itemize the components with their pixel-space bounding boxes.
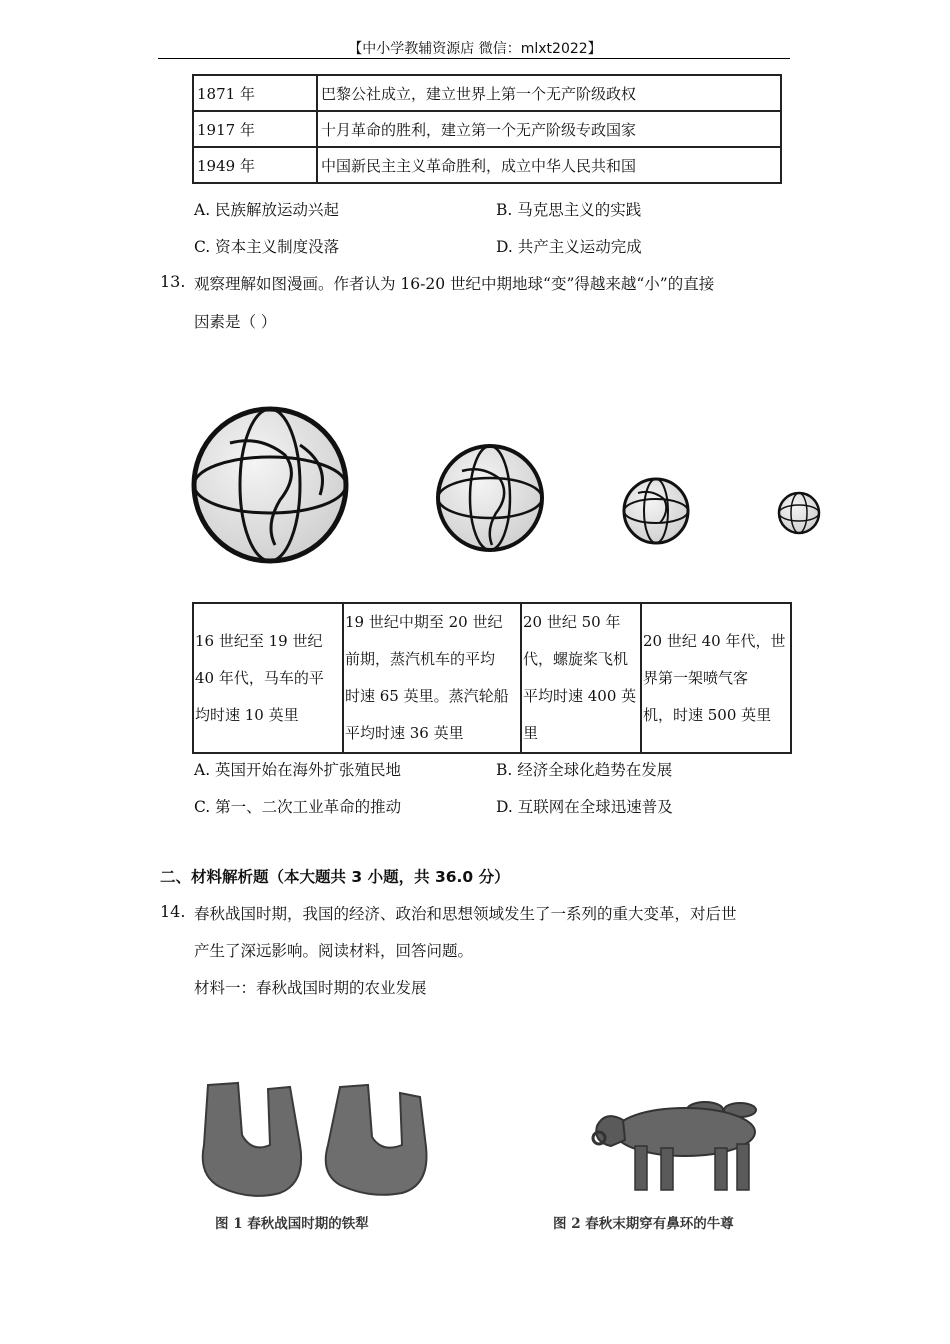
table-cell-event: 中国新民主主义革命胜利，成立中华人民共和国 (317, 147, 781, 183)
question-text: 春秋战国时期，我国的经济、政治和思想领域发生了一系列的重大变革，对后世 (194, 905, 737, 923)
question-number: 14. (160, 902, 186, 921)
table-cell (641, 603, 791, 753)
option-d[interactable]: D. 共产主义运动完成 (496, 238, 642, 256)
table-cell (193, 603, 343, 753)
ox-bronze-vessel-image (575, 1080, 775, 1200)
question-text: 观察理解如图漫画。作者认为 16-20 世纪中期地球“变”得越来越“小”的直接 (194, 275, 715, 293)
option-b[interactable]: B. 经济全球化趋势在发展 (496, 761, 673, 779)
figure-caption: 图 1 春秋战国时期的铁犁 (215, 1216, 369, 1232)
table-cell-year: 1917 年 (193, 111, 317, 147)
option-d[interactable]: D. 互联网在全球迅速普及 (496, 798, 673, 816)
table-row (193, 147, 781, 183)
iron-plow-image (190, 1075, 440, 1205)
question-text: 因素是（ ） (194, 313, 277, 331)
transport-speed-table (192, 602, 792, 754)
option-b[interactable]: B. 马克思主义的实践 (496, 201, 642, 219)
option-a[interactable]: A. 民族解放运动兴起 (194, 201, 340, 219)
material-title: 材料一：春秋战国时期的农业发展 (194, 979, 427, 997)
cell-text: 19 世纪中期至 20 世纪 前期，蒸汽机车的平均 时速 65 英里。蒸汽轮船 平均时速 36 英里 (345, 613, 509, 742)
table-row (193, 111, 781, 147)
option-c[interactable]: C. 第一、二次工业革命的推动 (194, 798, 402, 816)
table-cell-event: 巴黎公社成立，建立世界上第一个无产阶级政权 (317, 75, 781, 111)
option-c[interactable]: C. 资本主义制度没落 (194, 238, 340, 256)
globe-small-icon (624, 479, 688, 543)
question-number: 13. (160, 272, 186, 291)
table-cell (521, 603, 641, 753)
header-divider (158, 58, 790, 59)
page-header: 【中小学教辅资源店 微信：mlxt2022】 (348, 41, 602, 57)
globe-large-icon (194, 409, 346, 561)
table-cell-year: 1871 年 (193, 75, 317, 111)
question-text: 产生了深远影响。阅读材料，回答问题。 (194, 942, 474, 960)
shrinking-globes-cartoon (190, 405, 830, 585)
globe-medium-icon (438, 446, 542, 550)
table-row (193, 603, 791, 753)
table-cell-year: 1949 年 (193, 147, 317, 183)
figure-caption: 图 2 春秋末期穿有鼻环的牛尊 (553, 1216, 734, 1232)
cell-text: 20 世纪 40 年代，世 界第一架喷气客 机，时速 500 英里 (643, 631, 786, 724)
events-table (192, 74, 782, 184)
cell-text: 16 世纪至 19 世纪 40 年代，马车的平 均时速 10 英里 (195, 631, 324, 724)
option-a[interactable]: A. 英国开始在海外扩张殖民地 (194, 761, 402, 779)
table-cell-event: 十月革命的胜利，建立第一个无产阶级专政国家 (317, 111, 781, 147)
table-row (193, 75, 781, 111)
section-title: 二、材料解析题（本大题共 3 小题，共 36.0 分） (160, 868, 510, 886)
table-cell (343, 603, 521, 753)
cell-text: 20 世纪 50 年 代，螺旋桨飞机 平均时速 400 英 里 (523, 613, 637, 742)
globe-tiny-icon (779, 493, 819, 533)
